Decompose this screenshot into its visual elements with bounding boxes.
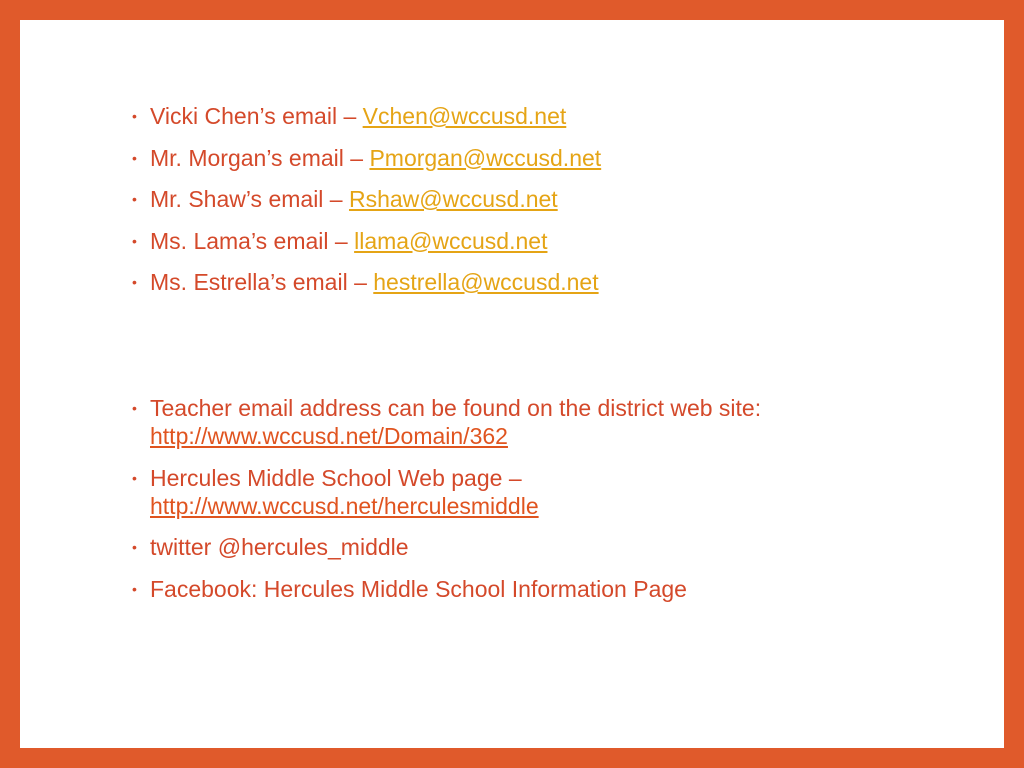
contact-label: Ms. Lama’s email – — [150, 227, 355, 254]
school-web-link[interactable]: http://www.wccusd.net/herculesmiddle — [150, 492, 539, 519]
bullet-icon: • — [132, 539, 137, 555]
info-list — [132, 394, 892, 616]
district-directory-link[interactable]: http://www.wccusd.net/Domain/362 — [150, 423, 508, 449]
bullet-icon: • — [132, 274, 137, 290]
bullet-icon: • — [132, 580, 137, 597]
email-link-chen[interactable]: Vchen@wccusd.net — [362, 103, 567, 129]
email-link-estrella[interactable]: hestrella@wccusd.net — [373, 269, 599, 295]
email-link-morgan[interactable]: Pmorgan@wccusd.net — [369, 144, 602, 171]
contact-label: Vicki Chen’s email – — [150, 103, 363, 129]
bullet-icon: • — [132, 232, 137, 249]
contact-item-estrella — [132, 268, 892, 296]
facebook-text: Facebook: Hercules Middle School Information Page — [150, 575, 687, 602]
contact-item-lama — [132, 227, 892, 255]
slide — [20, 20, 1004, 748]
contact-label: Mr. Morgan’s email – — [150, 144, 370, 171]
bullet-icon: • — [132, 108, 137, 124]
email-link-shaw[interactable]: Rshaw@wccusd.net — [348, 186, 558, 212]
bullet-icon: • — [132, 149, 137, 166]
bullet-icon: • — [132, 469, 137, 486]
contact-list — [132, 102, 892, 310]
school-web-text: Hercules Middle School Web page – — [150, 464, 522, 491]
twitter-text: twitter @hercules_middle — [150, 534, 409, 560]
teacher-info-item — [132, 394, 892, 450]
contact-label: Ms. Estrella’s email – — [150, 269, 374, 295]
contact-item-morgan — [132, 144, 892, 172]
contact-item-chen — [132, 102, 892, 130]
email-link-lama[interactable]: llama@wccusd.net — [354, 227, 548, 254]
teacher-info-text: Teacher email address can be found on the district web site: — [150, 395, 762, 421]
twitter-item — [132, 533, 892, 561]
contact-label: Mr. Shaw’s email – — [150, 186, 349, 212]
bullet-icon: • — [132, 400, 137, 416]
contact-item-shaw — [132, 185, 892, 213]
school-web-item — [132, 464, 892, 520]
facebook-item — [132, 575, 892, 603]
bullet-icon: • — [132, 191, 137, 207]
